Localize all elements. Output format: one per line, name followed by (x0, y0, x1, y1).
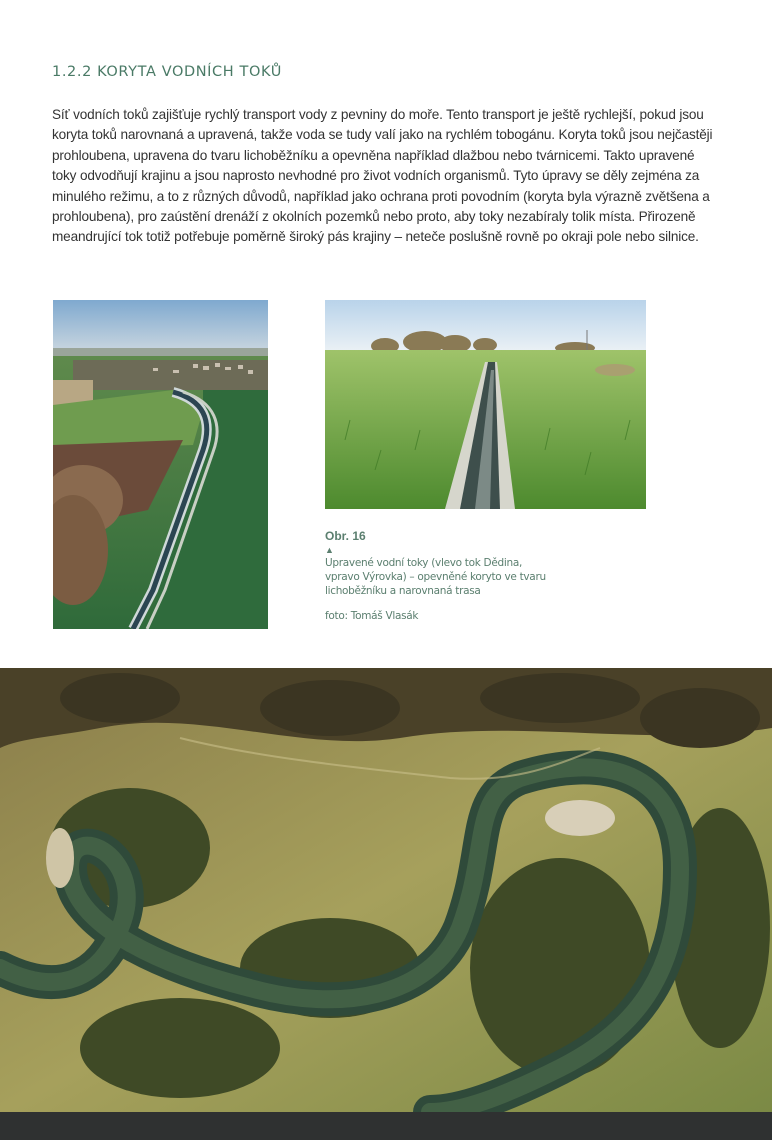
photo-straightened-stream-ground (325, 300, 646, 509)
caption-text: Upravené vodní toky (vlevo tok Dědina, vpravo Výrovka) – opevněné koryto ve tvaru lichoběžníku a narovnaná trasa (325, 557, 546, 597)
figure-label: Obr. 16 (325, 529, 366, 543)
caption-arrow-icon: ▲ (325, 545, 334, 555)
figure-caption (325, 529, 555, 622)
section-heading: 1.2.2 KORYTA VODNÍCH TOKŮ (52, 64, 282, 80)
photo-meandering-river-aerial (0, 668, 772, 1112)
photo-credit: foto: Tomáš Vlasák (325, 610, 419, 622)
body-paragraph: Síť vodních toků zajišťuje rychlý transport vody z pevniny do moře. Tento transport je ještě rychlejší, pokud jsou koryta toků narovnaná a upravená, takže voda se tudy valí jako na rychlém tobogánu. Koryta toků jsou nejčastěji prohloubena, upravena do tvaru lichoběžníku a opevněna například dlažbou nebo tvárnicemi. Takto upravené toky odvodňují krajinu a jsou naprosto nevhodné pro život vodních organismů. Tyto úpravy se děly zejména za minulého režimu, a to z různých důvodů, například jako ochrana proti povodním (koryta byla výrazně zvětšena a prohloubena), pro zaústění drenáží z okolních pozemků nebo proto, aby toky nezabíraly tolik místa. Přirozeně meandrující tok totiž potřebuje poměrně široký pás krajiny – neteče poslušně rovně po okraji pole nebo silnice. (52, 107, 713, 245)
footer-bar (0, 1112, 772, 1140)
photo-straightened-stream-aerial (53, 300, 268, 629)
